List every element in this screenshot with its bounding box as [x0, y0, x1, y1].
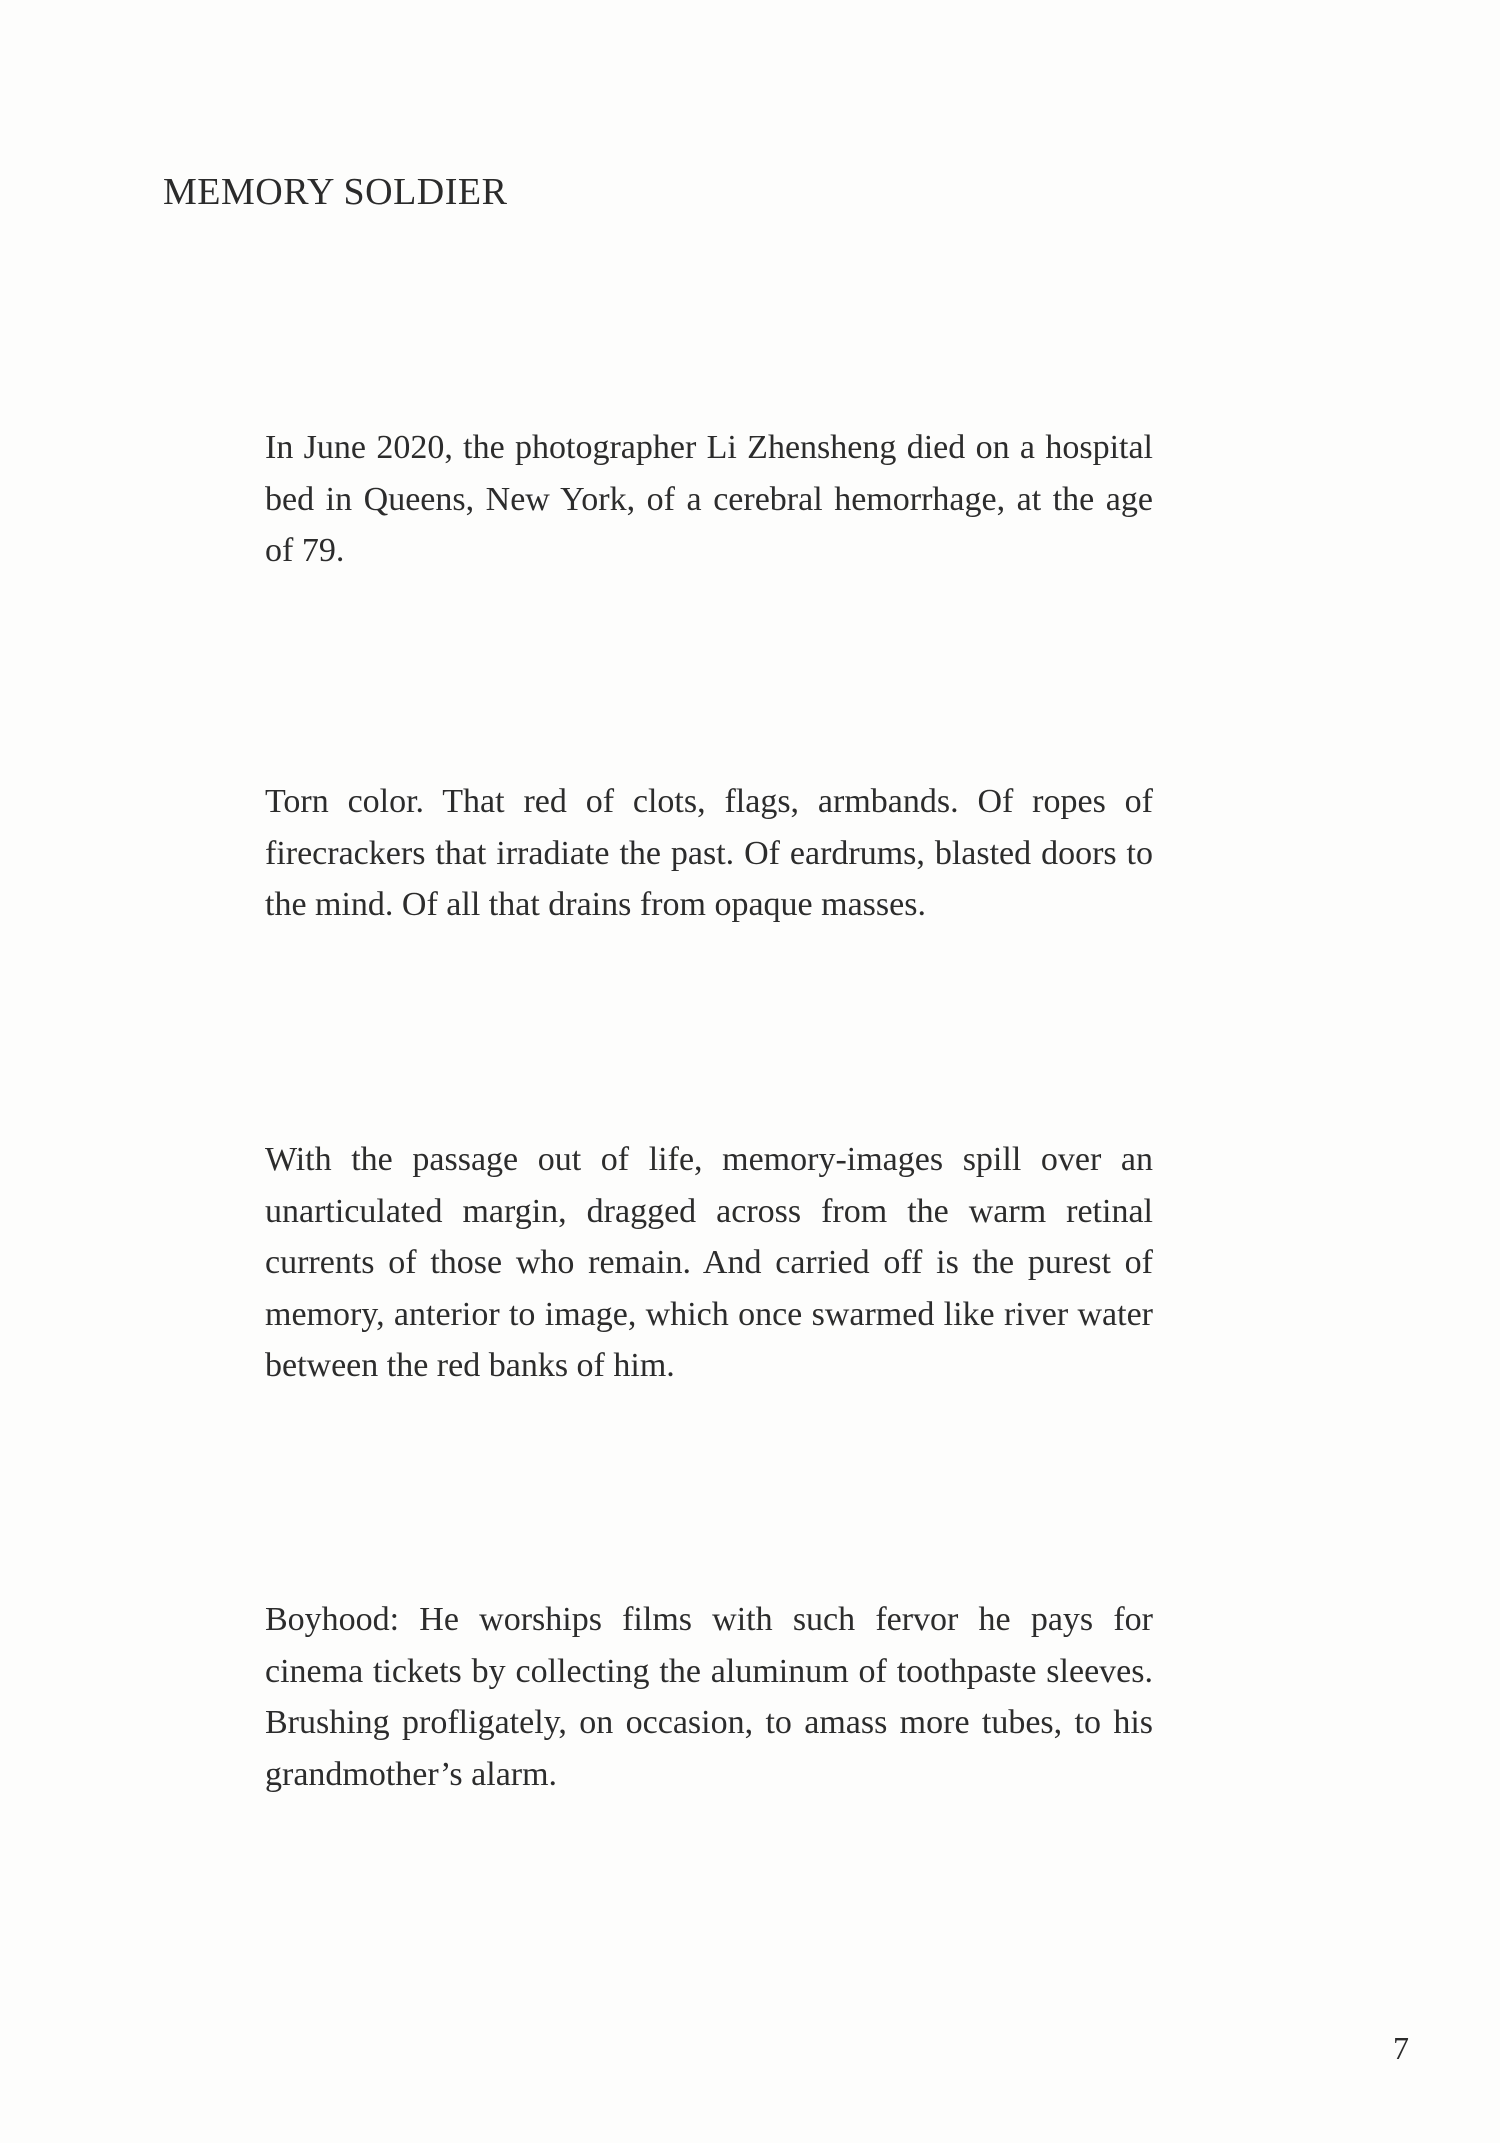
paragraph-1: In June 2020, the photographer Li Zhensheng died on a hospital bed in Queens, New York, of a cerebral hemorrhage, at the age of 79. [265, 429, 1153, 569]
paragraph-2: Torn color. That red of clots, flags, armbands. Of ropes of firecrackers that irradiate the past. Of eardrums, blasted doors to the mind. Of all that drains from opaque masses. [265, 783, 1153, 923]
chapter-title: MEMORY SOLDIER [163, 171, 508, 213]
page-number: 7 [1393, 2030, 1409, 2066]
paragraph-3: With the passage out of life, memory-images spill over an unarticulated margin, dragged across from the warm retinal currents of those who remain. And carried off is the purest of memory, anterior to image, which once swarmed like river water between the red banks of him. [265, 1141, 1153, 1384]
paragraph-4: Boyhood: He worships films with such fervor he pays for cinema tickets by collecting the aluminum of toothpaste sleeves. Brushing profligately, on occasion, to amass more tubes, to his grandmother’s alarm. [265, 1601, 1153, 1793]
